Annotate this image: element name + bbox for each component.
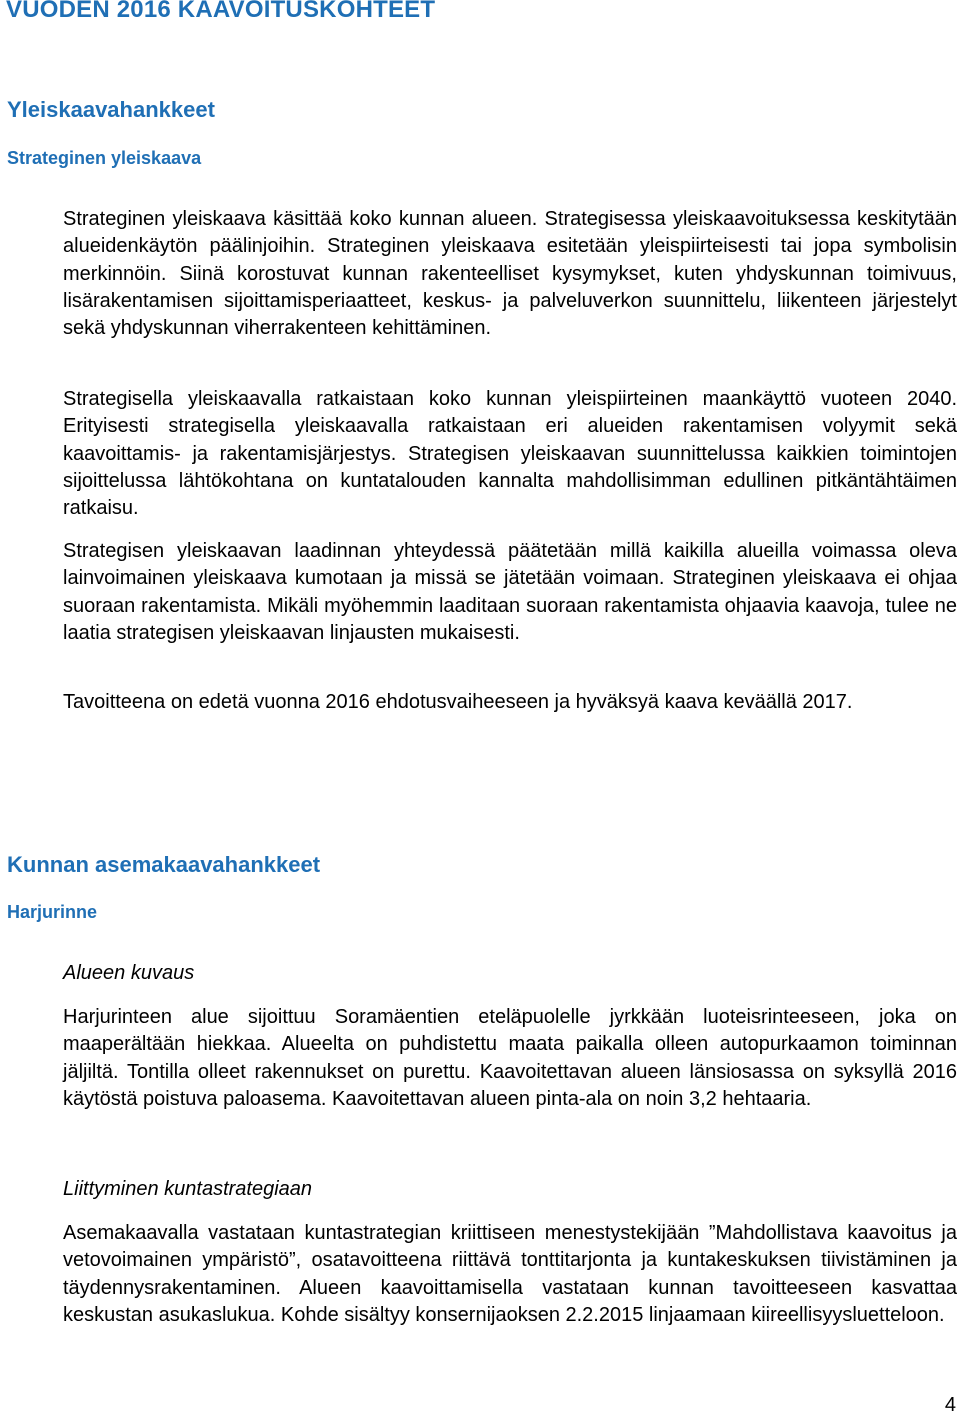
subsection-title-liittyminen: Liittyminen kuntastrategiaan: [63, 1178, 313, 1200]
paragraph-alueen-kuvaus: Harjurinteen alue sijoittuu Soramäentien eteläpuolelle jyrkkään luoteisrinteeseen, joka on maaperältään hiekkaa. Alueelta on puhdistettu maata paikalla olleen autopurkaamon toiminnan jäljiltä. Tontilla olleet rakennukset on purettu. Kaavoitettavan alueen länsiosassa on syksyllä 2016 käytöstä poistuva paloasema. Kaavoitettavan alueen pinta-ala on noin 3,2 hehtaaria.: [63, 1006, 957, 1110]
paragraph-strateginen-1: Strateginen yleiskaava käsittää koko kunnan alueen. Strategisessa yleiskaavoituksessa keskitytään alueidenkäytön päälinjoihin. Strateginen yleiskaava esitetään yleispiirteisesti tai jopa symbolisin merkinnöin. Siinä korostuvat kunnan rakenteelliset kysymykset, kuten yhdyskunnan toimivuus, lisärakentamisen sijoittamisperiaatteet, keskus- ja palveluverkon suunnittelu, liikenteen järjestelyt sekä yhdyskunnan viherrakenteen kehittäminen.: [63, 208, 957, 340]
section-heading-yleiskaavahankkeet: Yleiskaavahankkeet: [7, 97, 215, 122]
document-title: VUODEN 2016 KAAVOITUSKOHTEET: [6, 0, 436, 23]
paragraph-strateginen-4: Tavoitteena on edetä vuonna 2016 ehdotusvaiheeseen ja hyväksyä kaava keväällä 2017.: [63, 691, 853, 713]
paragraph-strateginen-2: Strategisella yleiskaavalla ratkaistaan koko kunnan yleispiirteinen maankäyttö vuoteen 2040. Erityisesti strategisella yleiskaavalla ratkaistaan eri alueiden rakentamisen volyymit sekä kaavoittamis- ja rakentamisjärjestys. Strategisen yleiskaavan suunnittelussa kaikkien toimintojen sijoittelussa lähtökohtana on kuntatalouden kannalta mahdollisimman edullinen pitkäntähtäimen ratkaisu.: [63, 388, 957, 520]
paragraph-liittyminen: Asemakaavalla vastataan kuntastrategian kriittiseen menestystekijään ”Mahdollistava kaavoitus ja vetovoimainen ympäristö”, osatavoitteena riittävä tonttitarjonta ja kuntakeskuksen tiivistäminen ja täydennysrakentaminen. Alueen kaavoittamisella vastataan kunnan tavoitteeseen kasvattaa keskustan asukaslukua. Kohde sisältyy konsernijaoksen 2.2.2015 linjaamaan kiireellisyysluetteloon.: [63, 1222, 957, 1326]
paragraph-strateginen-3: Strategisen yleiskaavan laadinnan yhteydessä päätetään millä kaikilla alueilla voimassa oleva lainvoimainen yleiskaava kumotaan ja missä se jätetään voimaan. Strateginen yleiskaava ei ohjaa suoraan rakentamista. Mikäli myöhemmin laaditaan suoraan rakentamista ohjaavia kaavoja, tulee ne laatia strategisen yleiskaavan linjausten mukaisesti.: [63, 540, 957, 644]
subheading-harjurinne: Harjurinne: [7, 902, 98, 922]
section-heading-asemakaavahankkeet: Kunnan asemakaavahankkeet: [7, 852, 321, 877]
subsection-title-alueen-kuvaus: Alueen kuvaus: [63, 962, 195, 984]
page-number: 4: [944, 1394, 956, 1416]
subheading-strateginen-yleiskaava: Strateginen yleiskaava: [7, 148, 202, 168]
